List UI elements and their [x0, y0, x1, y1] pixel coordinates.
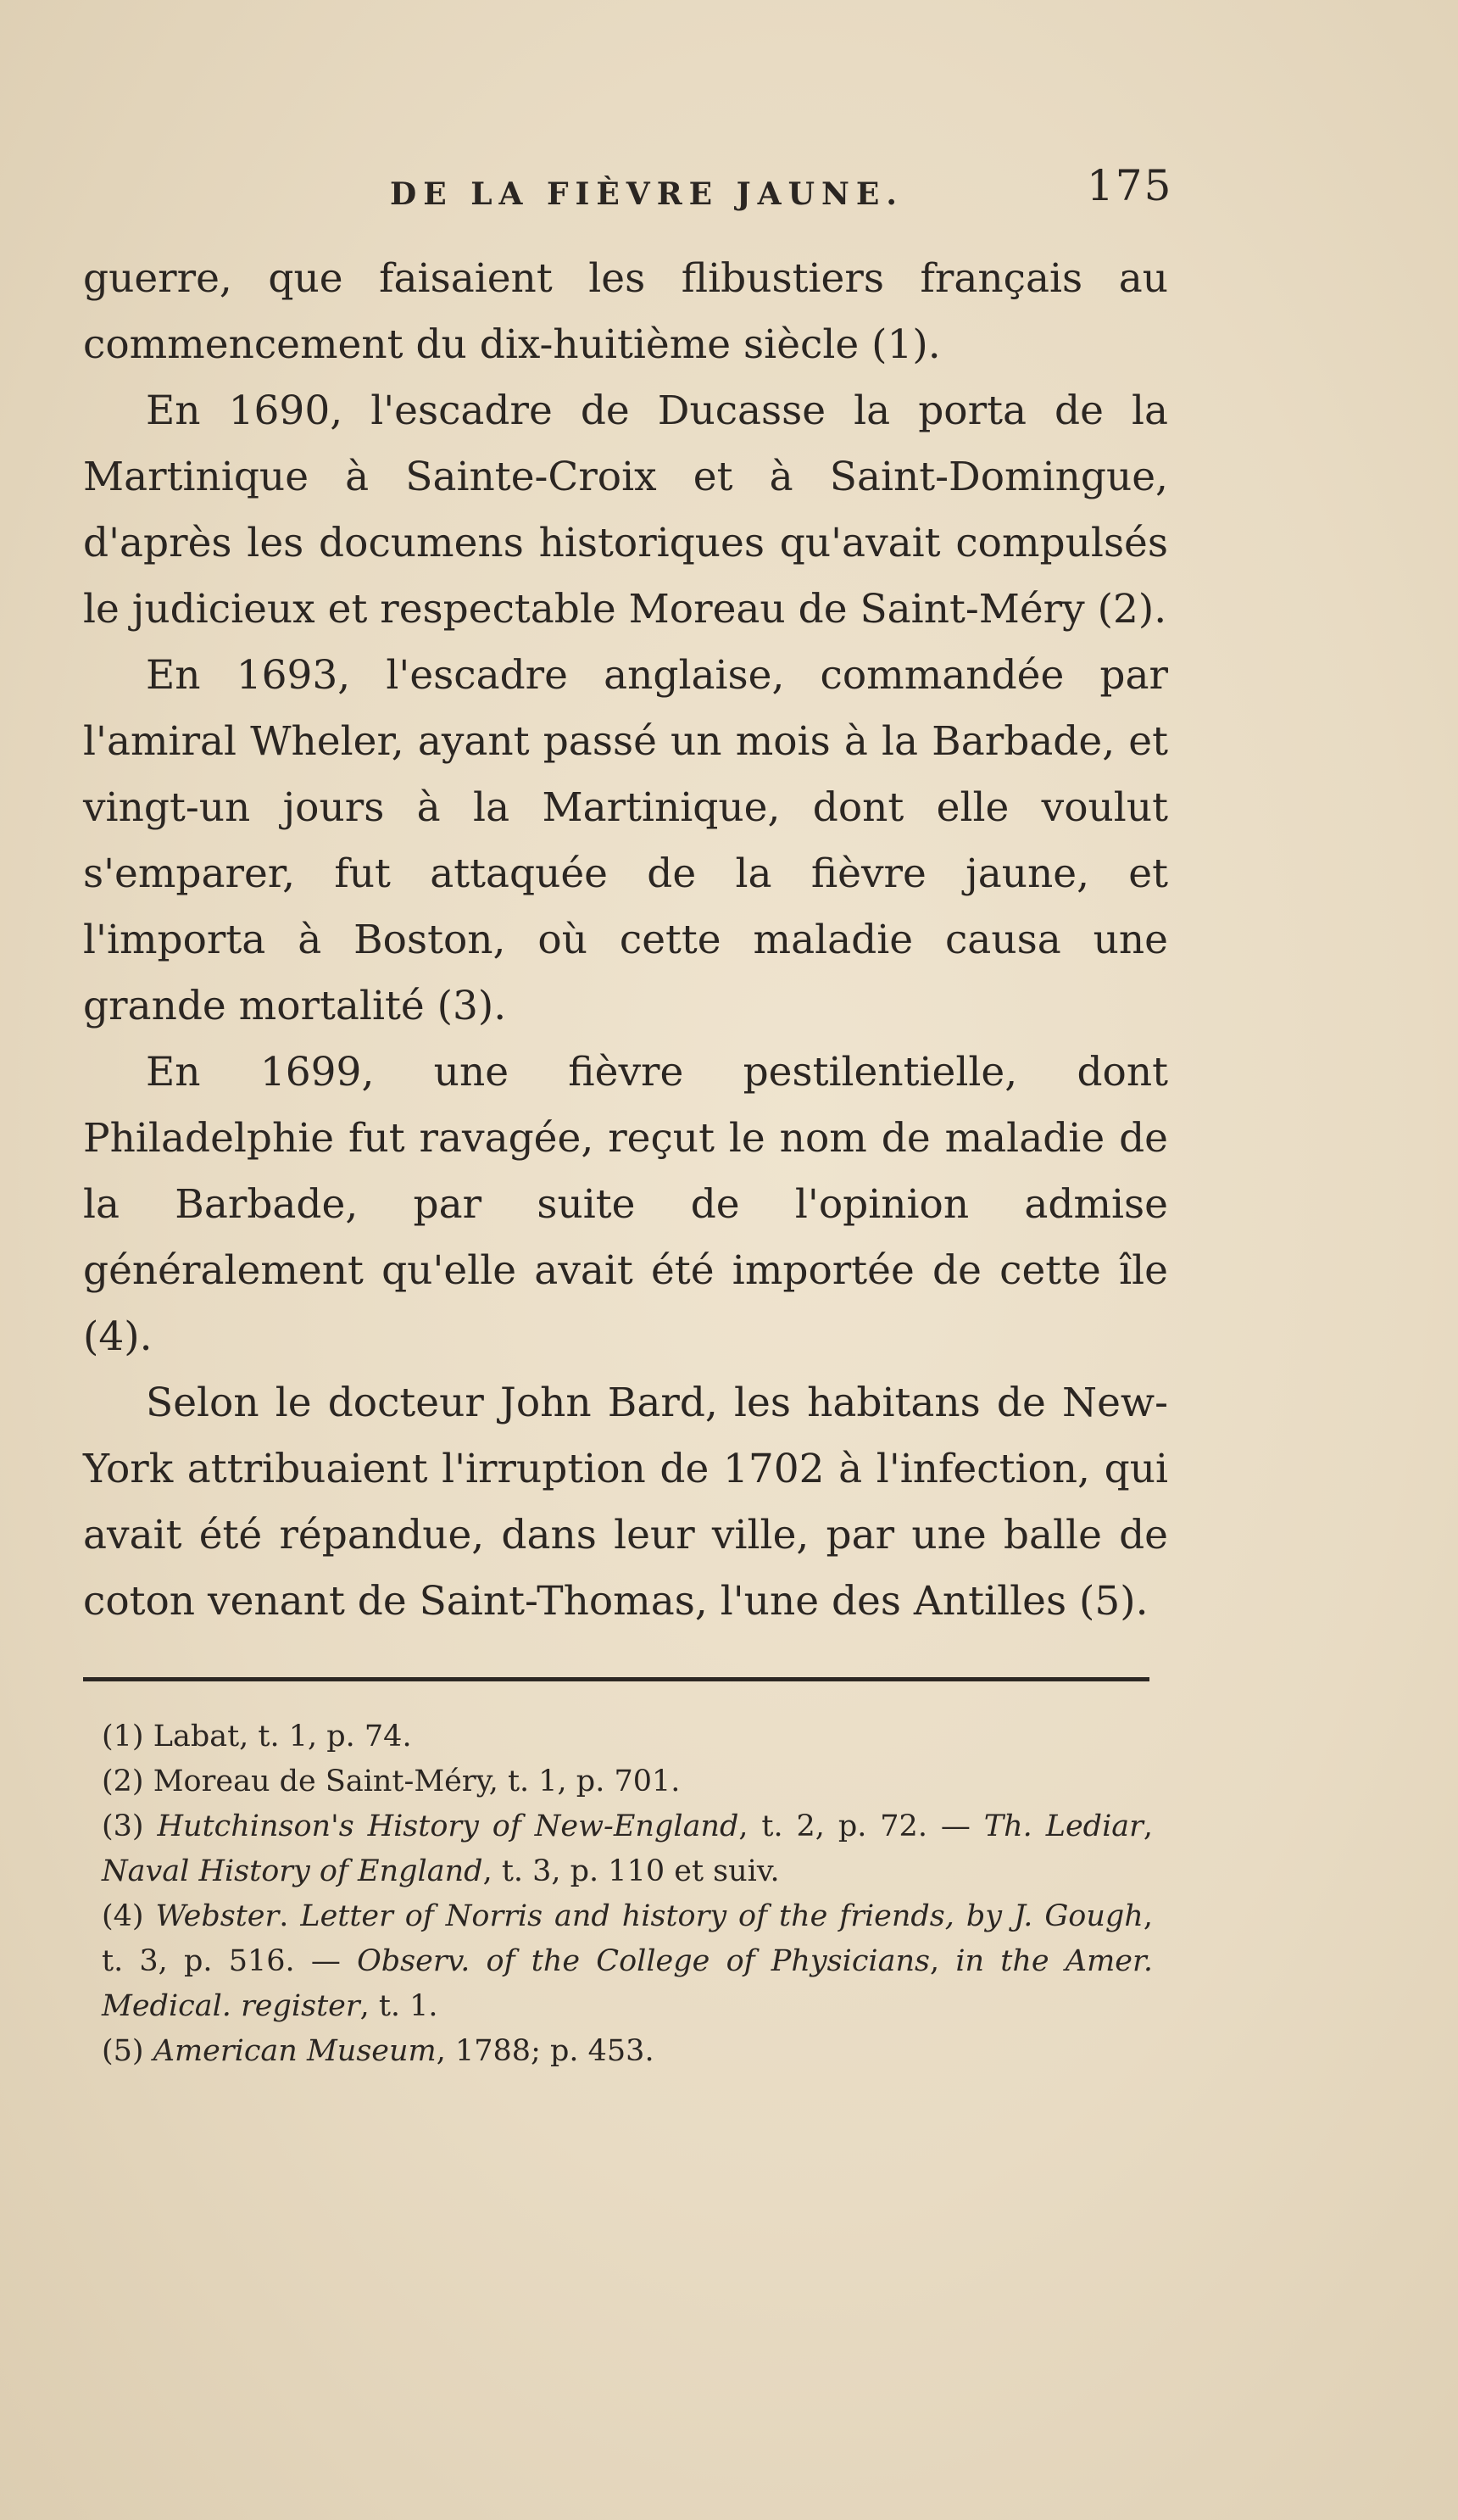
footnotes	[102, 1714, 1153, 2074]
footnote-1	[102, 1714, 1153, 1759]
footnote-author: Th. Lediar	[983, 1809, 1144, 1843]
paragraph: Selon le docteur John Bard, les habitans de New-York attribuaient l'irruption de 1702 à l'infection, qui avait été répandue, dans leur ville, par une balle de coton venant de Saint-Thomas, l'une des Antilles (5).	[83, 1380, 1168, 1625]
footnote-title: Naval History of England	[102, 1854, 483, 1888]
footnote-author: Webster	[155, 1899, 280, 1933]
footnote-sep: .	[279, 1899, 301, 1933]
footnote-mark: (4)	[102, 1899, 144, 1933]
footnote-3	[102, 1804, 1153, 1894]
footnote-text: Labat, t. 1, p. 74.	[153, 1720, 412, 1753]
footnote-text: Moreau de Saint-Méry, t. 1, p. 701.	[153, 1765, 681, 1798]
footnote-sep: ,	[1143, 1809, 1153, 1843]
footnote-ref: , t. 3, p. 516. —	[102, 1899, 1153, 1978]
footnote-4	[102, 1894, 1153, 2029]
footnote-title: Letter of Norris and history of the friends, by J. Gough	[300, 1899, 1144, 1933]
paragraph: guerre, que faisaient les flibustiers français au commencement du dix-huitième siècle (1).	[83, 255, 1168, 368]
page-header	[0, 161, 1458, 237]
footnote-mark: (2)	[102, 1765, 144, 1798]
paragraph: En 1690, l'escadre de Ducasse la porta de la Martinique à Sainte-Croix et à Saint-Domingue, d'après les documens historiques qu'avait compulsés le judicieux et respectable Moreau de Saint-Méry (2).	[83, 387, 1168, 633]
footnote-sep: ,	[929, 1944, 956, 1978]
footnote-title: American Museum	[153, 2034, 437, 2068]
paragraph: En 1699, une fièvre pestilentielle, dont Philadelphie fut ravagée, reçut le nom de maladie de la Barbade, par suite de l'opinion admise généralement qu'elle avait été importée de cette île (4).	[83, 1049, 1168, 1360]
footnote-ref: , t. 3, p. 110 et suiv.	[482, 1854, 780, 1888]
footnote-divider	[83, 1677, 1149, 1681]
footnote-ref: , t. 1.	[359, 1989, 438, 2023]
footnote-title: in the Amer. Medical. register	[102, 1944, 1153, 2023]
footnote-title: Hutchinson's History of New-England	[157, 1809, 739, 1843]
footnote-ref: , 1788; p. 453.	[436, 2034, 654, 2068]
footnote-2	[102, 1759, 1153, 1804]
footnote-mark: (1)	[102, 1720, 144, 1753]
footnote-5	[102, 2029, 1153, 2074]
paragraph: En 1693, l'escadre anglaise, commandée par l'amiral Wheler, ayant passé un mois à la Barbade, et vingt-un jours à la Martinique, dont elle voulut s'emparer, fut attaquée de la fièvre jaune, et l'importa à Boston, où cette maladie causa une grande mortalité (3).	[83, 652, 1168, 1029]
footnote-mark: (5)	[102, 2034, 144, 2068]
footnote-mark: (3)	[102, 1809, 144, 1843]
running-title: DE LA FIÈVRE JAUNE.	[390, 176, 904, 212]
footnote-title: Observ. of the College of Physicians	[357, 1944, 930, 1978]
page-number: 175	[1087, 161, 1173, 210]
main-text	[83, 246, 1168, 1635]
footnote-ref: , t. 2, p. 72. —	[738, 1809, 984, 1843]
